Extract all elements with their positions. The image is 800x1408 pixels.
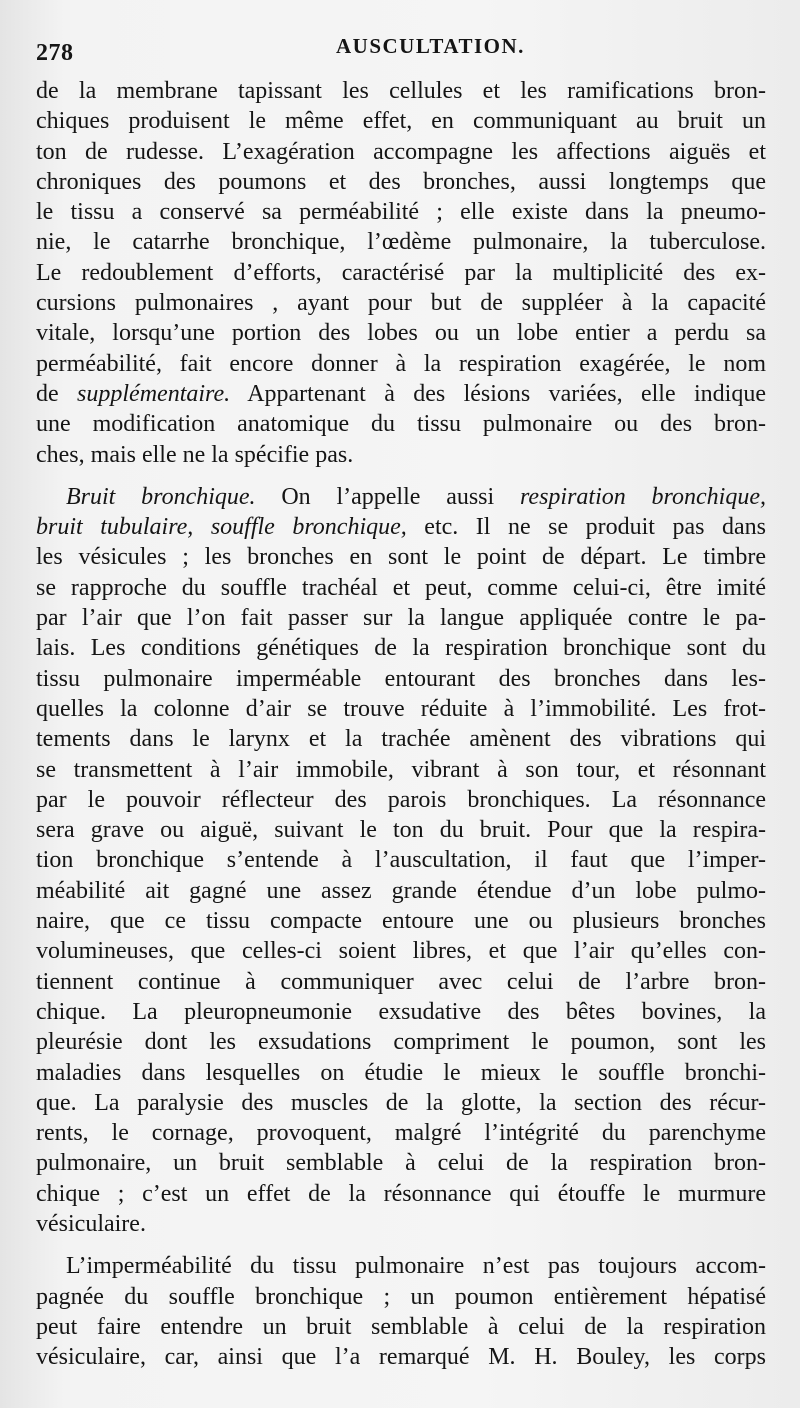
text-line [36,512,766,542]
text-line: ton de rudesse. L’exagération accompagne les affections aiguës et [36,138,766,165]
text-line: par l’air que l’on fait passer sur la langue appliquée contre le pa- [36,605,766,632]
text-line: tiennent continue à communiquer avec celui de l’arbre bron- [36,968,766,995]
running-title: AUSCULTATION. [336,34,525,58]
text-line: ches, mais elle ne la spécifie pas. [36,441,354,468]
text-line: méabilité ait gagné une assez grande étendue d’un lobe pulmo- [36,877,766,904]
text-line: peut faire entendre un bruit semblable à celui de la respiration [36,1313,766,1340]
paragraph-exaggerated-respiration [36,76,766,470]
text-line: perméabilité, fait encore donner à la respiration exagérée, le nom [36,350,766,377]
text-line: de la membrane tapissant les cellules et les ramifications bron- [36,78,766,104]
text-line: Le redoublement d’efforts, caractérisé par la multiplicité des ex- [36,259,766,286]
text-line: nie, le catarrhe bronchique, l’œdème pulmonaire, la tuberculose. [36,229,766,256]
text-line: se rapproche du souffle trachéal et peut, comme celui-ci, être imité [36,574,766,601]
text-line: pagnée du souffle bronchique ; un poumon entièrement hépatisé [36,1283,766,1310]
paragraph-bruit-bronchique [36,482,766,1239]
text-line: quelles la colonne d’air se trouve réduite à l’immobilité. Les frot- [36,695,766,722]
text-line: tion bronchique s’entende à l’auscultation, il faut que l’imper- [36,847,766,874]
text-segment: On l’appelle aussi [255,483,520,510]
text-line [36,482,766,512]
text-line [36,379,766,409]
text-segment: de [36,380,78,407]
text-line: lais. Les conditions génétiques de la respiration bronchique sont du [36,635,766,662]
italic-term: respiration bronchique, [519,483,766,510]
text-line: sera grave ou aiguë, suivant le ton du bruit. Pour que la respira- [36,817,766,844]
text-line: cursions pulmonaires , ayant pour but de suppléer à la capacité [36,290,766,317]
text-line: vitale, lorsqu’une portion des lobes ou un lobe entier a perdu sa [36,320,766,347]
text-line: que. La paralysie des muscles de la glotte, la section des récur- [36,1089,766,1116]
text-segment: etc. Il ne se produit pas dans [406,514,766,541]
text-line: rents, le cornage, provoquent, malgré l’intégrité du parenchyme [36,1120,766,1147]
italic-term: bruit tubulaire, souffle bronchique, [36,514,407,541]
text-line: tissu pulmonaire imperméable entourant des bronches dans les- [36,665,766,692]
text-line: chiques produisent le même effet, en communiquant au bruit un [36,108,766,135]
text-line: les vésicules ; les bronches en sont le point de départ. Le timbre [36,544,766,571]
text-line: pleurésie dont les exsudations compriment le poumon, sont les [36,1029,766,1056]
text-line: volumineuses, que celles-ci soient libres, et que l’air qu’elles con- [36,938,766,965]
page-number: 278 [36,40,74,66]
text-line: vésiculaire. [36,1210,146,1237]
text-line: par le pouvoir réflecteur des parois bronchiques. La résonnance [36,786,766,813]
text-line: naire, que ce tissu compacte entoure une ou plusieurs bronches [36,908,766,935]
text-line: une modification anatomique du tissu pulmonaire ou des bron- [36,411,766,438]
text-line: le tissu a conservé sa perméabilité ; elle existe dans la pneumo- [36,199,766,226]
text-line: vésiculaire, car, ainsi que l’a remarqué M. H. Bouley, les corps [36,1344,766,1371]
text-line: maladies dans lesquelles on étudie le mieux le souffle bronchi- [36,1059,766,1086]
body-text [36,76,766,1372]
paragraph-impermeabilite [36,1251,766,1372]
text-line: se transmettent à l’air immobile, vibrant à son tour, et résonnant [36,756,766,783]
italic-term-supplementaire: supplémentaire. [77,380,231,407]
text-line: pulmonaire, un bruit semblable à celui de la respiration bron- [36,1150,766,1177]
text-segment: Appartenant à des lésions variées, elle indique [230,380,766,407]
text-line: L’imperméabilité du tissu pulmonaire n’est pas toujours accom- [66,1253,766,1280]
text-line: chroniques des poumons et des bronches, aussi longtemps que [36,168,766,195]
text-line: chique. La pleuropneumonie exsudative des bêtes bovines, la [36,998,766,1025]
page-header [36,30,760,70]
section-heading-bruit-bronchique: Bruit bronchique. [66,483,256,510]
text-line: tements dans le larynx et la trachée amènent des vibrations qui [36,726,766,753]
text-line: chique ; c’est un effet de la résonnance qui étouffe le murmure [36,1180,766,1207]
